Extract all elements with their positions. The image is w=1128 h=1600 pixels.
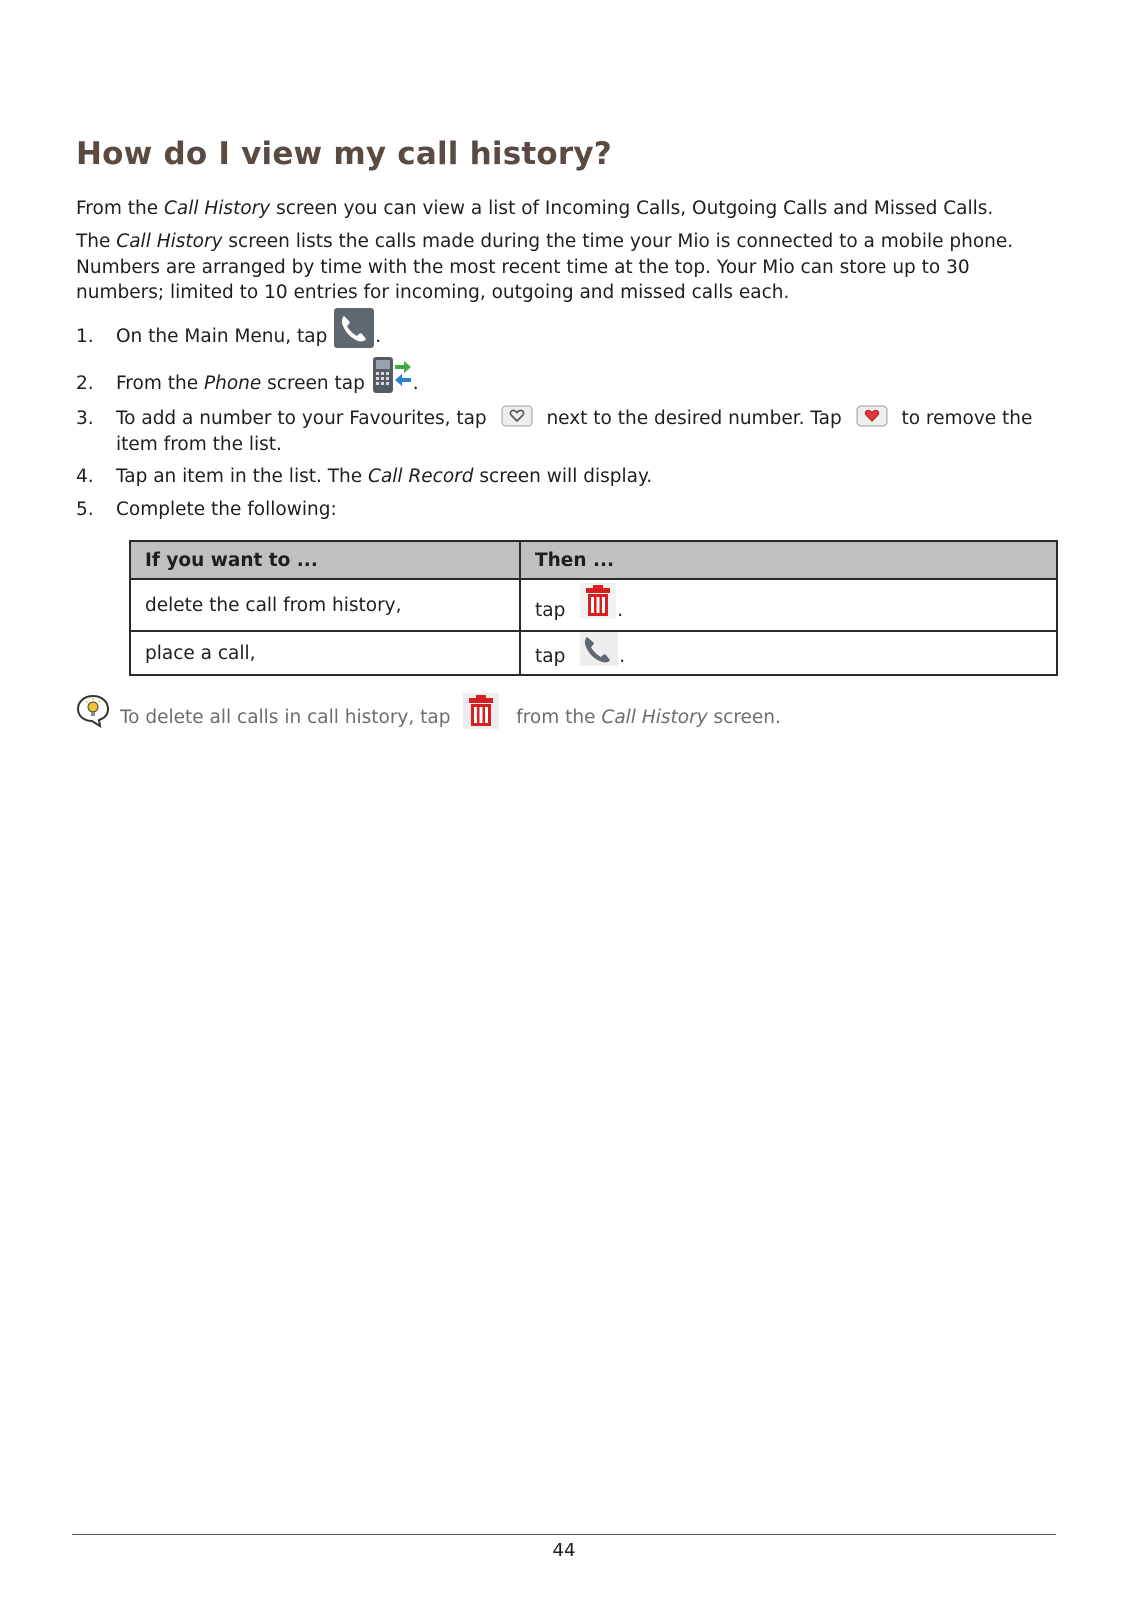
table-cell-then: tap . <box>520 579 1057 631</box>
step-number: 3. <box>76 408 94 429</box>
table-row <box>130 631 1057 675</box>
trash-icon <box>462 692 500 730</box>
call-history-icon <box>371 356 413 396</box>
tip-note: To delete all calls in call history, tap from the Call History screen. <box>76 694 1066 734</box>
table-cell-then: tap . <box>520 631 1057 675</box>
intro-paragraph-2: The Call History screen lists the calls made during the time your Mio is connected to a mobile phone. Numbers are arranged by time with the most recent time at the top. Your Mio can store up to 30 numbers; limited to 10 entries for incoming, outgoing and missed calls each. <box>76 231 1014 303</box>
step-number: 4. <box>76 466 94 487</box>
table-header: If you want to ... <box>130 541 520 579</box>
table-cell-action: place a call, <box>130 631 520 675</box>
step-number: 5. <box>76 499 94 520</box>
heart-outline-icon <box>501 405 533 427</box>
phone-icon <box>333 307 375 349</box>
lightbulb-tip-icon <box>76 694 112 733</box>
step-number: 1. <box>76 326 94 347</box>
heart-filled-icon <box>856 405 888 427</box>
footer-divider <box>72 1534 1056 1535</box>
table-cell-action: delete the call from history, <box>130 579 520 631</box>
action-table <box>129 540 1058 676</box>
trash-icon <box>579 582 617 620</box>
intro-paragraph-1: From the Call History screen you can view a list of Incoming Calls, Outgoing Calls and Missed Calls. <box>76 198 994 219</box>
page-title: How do I view my call history? <box>76 136 612 172</box>
call-handset-icon <box>579 631 619 667</box>
step-number: 2. <box>76 373 94 394</box>
document-page: How do I view my call history? From the Call History screen you can view a list of Incoming Calls, Outgoing Calls and Missed Calls. The Call History screen lists the calls made during the time your Mio is connected to a mobile phone. Numbers are arranged by time with the most recent time at the top. Your Mio can store up to 30 numbers; limited to 10 entries for incoming, outgoing and missed calls each. 1. On the Main Menu, tap . 2. From the Phone screen tap . 3. To add a number to your Favourites, tap next to the desired number. Tap to remove the item from the list. 4. Tap an item in the list. The Call Record screen will display. 5. Complete the following: If you want to ... Then ... delete the call from history, tap . place a call, tap . To delete all calls in call history, tap from the Call History screen. 44 <box>0 0 1128 1600</box>
page-number: 44 <box>552 1540 576 1561</box>
table-row <box>130 579 1057 631</box>
table-header: Then ... <box>520 541 1057 579</box>
